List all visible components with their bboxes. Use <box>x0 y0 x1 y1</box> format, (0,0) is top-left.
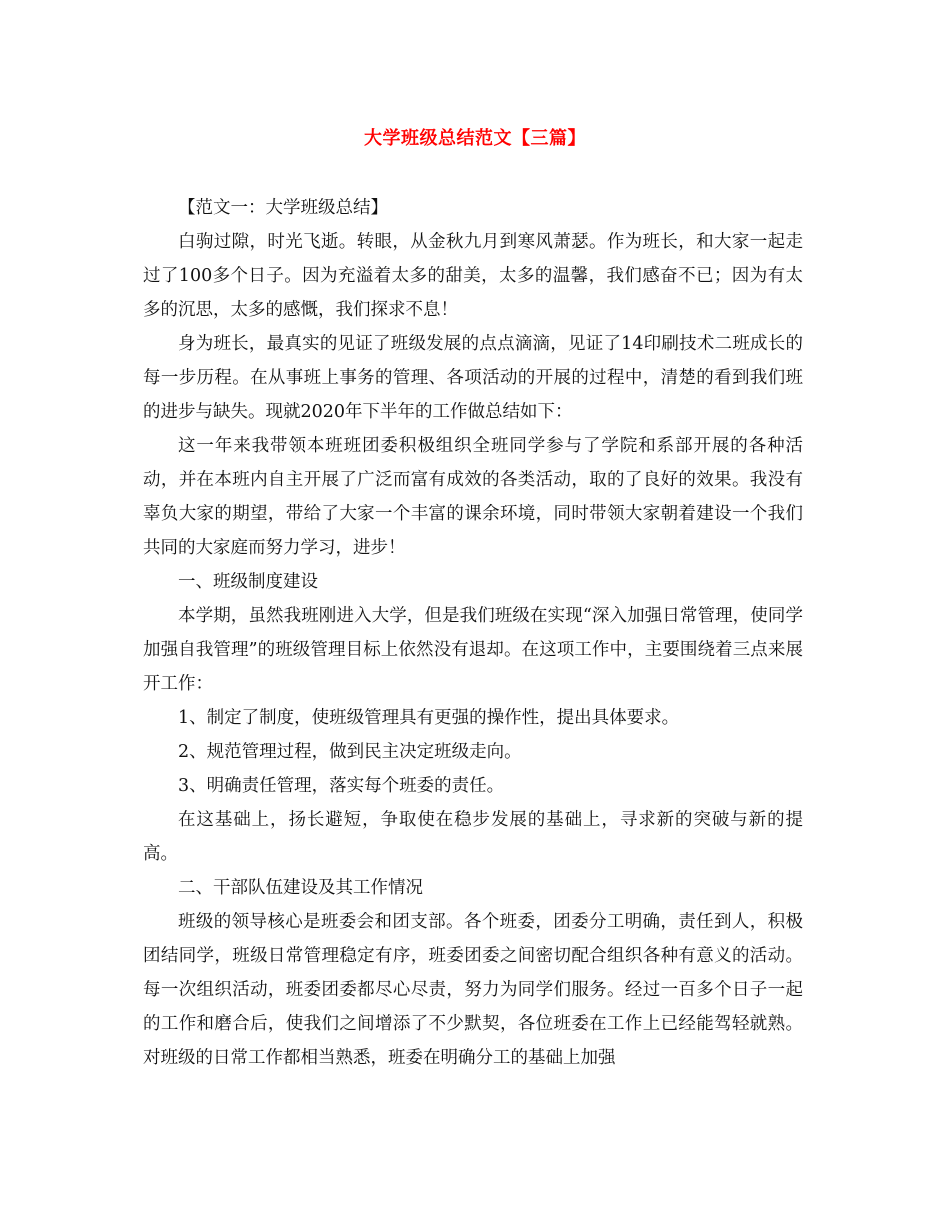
list-item: 2、规范管理过程，做到民主决定班级走向。 <box>178 742 522 762</box>
list-item: 1、制定了制度，使班级管理具有更强的操作性，提出具体要求。 <box>178 708 680 728</box>
paragraph: 本学期，虽然我班刚进入大学，但是我们班级在实现“深入加强日常管理，使同学加强自我管理”的班级管理目标上依然没有退却。在这项工作中，主要围绕着三点来展开工作： <box>143 606 803 694</box>
section-heading: 【范文一：大学班级总结】 <box>178 198 388 218</box>
list-item: 3、明确责任管理，落实每个班委的责任。 <box>178 776 505 796</box>
paragraph: 这一年来我带领本班班团委积极组织全班同学参与了学院和系部开展的各种活动，并在本班内自主开展了广泛而富有成效的各类活动，取的了良好的效果。我没有辜负大家的期望，带给了大家一个丰富的课余环境，同时带领大家朝着建设一个我们共同的大家庭而努力学习，进步！ <box>143 436 803 558</box>
paragraph: 班级的领导核心是班委会和团支部。各个班委，团委分工明确，责任到人，积极团结同学，班级日常管理稳定有序，班委团委之间密切配合组织各种有意义的活动。每一次组织活动，班委团委都尽心尽责，努力为同学们服务。经过一百多个日子一起的工作和磨合后，使我们之间增添了不少默契，各位班委在工作上已经能驾轻就熟。对班级的日常工作都相当熟悉，班委在明确分工的基础上加强 <box>143 912 803 1068</box>
section-heading: 一、班级制度建设 <box>178 572 318 592</box>
section-heading: 二、干部队伍建设及其工作情况 <box>178 878 423 898</box>
paragraph: 身为班长，最真实的见证了班级发展的点点滴滴，见证了14印刷技术二班成长的每一步历程。在从事班上事务的管理、各项活动的开展的过程中，清楚的看到我们班的进步与缺失。现就2020年下半年的工作做总结如下： <box>143 334 803 422</box>
paragraph: 白驹过隙，时光飞逝。转眼，从金秋九月到寒风萧瑟。作为班长，和大家一起走过了100多个日子。因为充溢着太多的甜美，太多的温馨，我们感奋不已；因为有太多的沉思，太多的感慨，我们探求不息！ <box>143 232 803 320</box>
document-body <box>143 191 803 1075</box>
document-title: 大学班级总结范文【三篇】 <box>364 128 586 149</box>
paragraph: 在这基础上，扬长避短，争取使在稳步发展的基础上，寻求新的突破与新的提高。 <box>143 810 803 864</box>
